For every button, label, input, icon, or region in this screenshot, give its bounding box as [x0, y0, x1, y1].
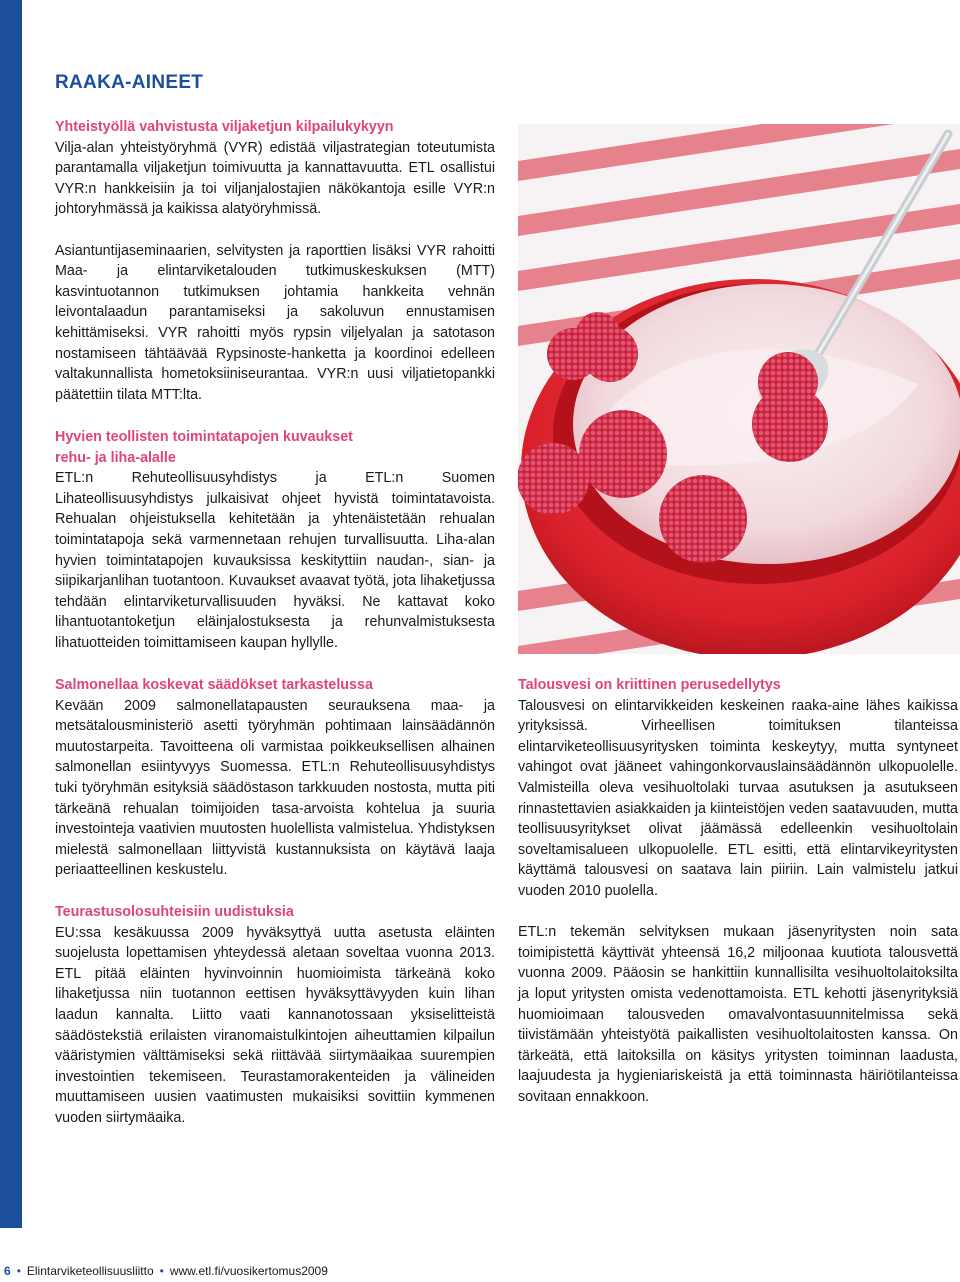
- article-block-salmonella: [55, 675, 495, 881]
- raspberry-yogurt-illustration: [518, 124, 960, 654]
- footer-separator: •: [16, 1264, 21, 1278]
- paragraph-grain-1: Vilja-alan yhteistyöryhmä (VYR) edistää viljastrategian toteutumista parantamalla viljaketjun toimivuutta ja kannattavuutta. ETL osallistui VYR:n hankkeisiin ja toi viljanjalostajien näkökantoja esille VYR:n johtoryhmässä ja kaikissa alatyöryhmissä.: [55, 139, 495, 218]
- heading-salmonella: Salmonellaa koskevat säädökset tarkastelussa: [55, 677, 373, 693]
- paragraph-good-practices: ETL:n Rehuteollisuusyhdistys ja ETL:n Suomen Lihateollisuusyhdistys julkaisivat ohjeet hyvistä toimintatavoista. Rehualan ohjeistuksella kehitetään ja yhtenäistetään rehualan toimintatapoja sekä varmennetaan rehujen turvallisuutta. Liha-alan hyvien toimintatapojen kuvauksissa keskityttiin naudan-, sian- ja siipikarjanlihan tuotantoon. Kuvaukset avaavat työtä, jota lihaketjussa tehdään elintarviketurvallisuuden hyväksi. Ne kattavat koko lihantuotantoketjun eläinjalostuksesta ja rehunvalmistuksesta lihatuotteiden toimittamiseen kaupan hyllylle.: [55, 470, 495, 651]
- section-title: RAAKA-AINEET: [55, 72, 204, 93]
- footer-url[interactable]: www.etl.fi/vuosikertomus2009: [169, 1264, 328, 1278]
- article-block-grain: [55, 117, 495, 405]
- paragraph-salmonella: Kevään 2009 salmonellatapausten seurauksena maa- ja metsätalousministeriö asetti työryhmän pohtimaan lainsäädännön muutostarpeita. Tavoitteena oli varmistaa poikkeuksellisen alhainen salmonellan esiintyvyys Suomessa. ETL:n Rehuteollisuusyhdistys tuki työryhmän esityksiä säädöstason tarkkuuden nostosta, mutta piti tärkeänä rehualan toimijoiden tasa-arvoista kohtelua ja suuria investointeja vaativien muutosten huolellista valmistelua. Yhdistyksen mielestä salmonellaan liittyvistä kustannuksista on käytävä laaja periaatteellinen keskustelu.: [55, 697, 495, 879]
- page-footer: [0, 1264, 328, 1278]
- paragraph-water-2: ETL:n tekemän selvityksen mukaan jäsenyritysten noin sata toimipistettä käyttivät yhteensä 16,2 miljoonaa kuutiota talousvettä vuonna 2009. Pääosin se hankittiin kunnallisilta vesihuoltolaitoksilta ja loput yritysten omista vedenottamoista. ETL kehotti jäsenyrityksiä huomioimaan talousveden omavalvontasuunnitelmissa sekä tiivistämään yhteistyötä paikallisten vesihuoltolaitosten kanssa. On tärkeätä, että laitoksilla on käsitys yritysten toiminnan laadusta, laajuudesta ja hygieniariskeistä ja että toiminnasta häiriötilanteissa sovitaan ennakkoon.: [518, 924, 958, 1105]
- heading-slaughter: Teurastusolosuhteisiin uudistuksia: [55, 904, 294, 920]
- heading-grain-chain: Yhteistyöllä vahvistusta viljaketjun kilpailukykyyn: [55, 119, 394, 135]
- footer-organization: Elintarviketeollisuusliitto: [26, 1264, 154, 1278]
- paragraph-grain-2: Asiantuntijaseminaarien, selvitysten ja raporttien lisäksi VYR rahoitti Maa- ja elintarviketalouden tutkimuskeskuksen (MTT) kasvintuotannon tutkimuksen johtamia hankkeita vehnän leivontalaadun parantamiseksi ja sakoluvun ennustamisen kehittämiseksi. VYR rahoitti myös rypsin viljelyalan ja satotason nostamiseen tähtäävää Rypsinoste-hanketta ja koordinoi edelleen valtakunnallista hometoksiiniseurantaa. VYR:n uusi viljatietopankki päätettiin tilata MTT:lta.: [55, 242, 495, 403]
- article-block-slaughter: [55, 902, 495, 1129]
- paragraph-water-1: Talousvesi on elintarvikkeiden keskeinen raaka-aine lähes kaikissa yrityksissä. Virheellisen toimituksen tilanteissa elintarviketeollisuusyritysken toiminta keskeytyy, mutta syntyneet vahingot ovat jääneet vahingonkorvauslainsäädännön ulkopuolelle. Valmisteilla oleva vesihuoltolaki turvaa asutuksen ja asutukseen rinnastettavien asiakkaiden ja kiinteistöjen veden saatavuuden, mutta teollisuusyritykset olivat jäämässä edelleenkin vesihuoltolain soveltamisalueen ulkopuolelle. ETL esitti, että elintarvikeyritysten käyttämä talousvesi on saatava lain piiriin. Lain valmistelu jatkui vuoden 2010 puolella.: [518, 697, 958, 899]
- heading-good-practices: [55, 427, 495, 468]
- heading-good-practices-line2: rehu- ja liha-alalle: [55, 449, 176, 466]
- article-block-water: [518, 675, 958, 1107]
- article-block-good-practices: [55, 427, 495, 654]
- heading-water: Talousvesi on kriittinen perusedellytys: [518, 677, 781, 693]
- paragraph-slaughter: EU:ssa kesäkuussa 2009 hyväksyttyä uutta asetusta eläinten suojelusta lopettamisen yhteydessä aletaan soveltaa vuonna 2013. ETL pitää eläinten hyvinvoinnin huomioimista tärkeänä koko lihaketjussa niin tuotannon eettisen hyväksyttävyyden kuin lihan laadun kannalta. Liitto vaati kannanotossaan yksiselitteistä säädöstekstiä erilaisten viranomaistulkintojen aiheuttamien kilpailun vääristymien välttämiseksi sekä riittävää siirtymäaikaa suurempien investointien tekemiseen. Teurastamorakenteiden ja välineiden muuttamiseen uusien vaatimusten mukaisiksi sovittiin kymmenen vuoden siirtymäaika.: [55, 924, 495, 1126]
- photo-raspberry-yogurt-bowl: [518, 124, 960, 654]
- footer-separator-2: •: [159, 1264, 164, 1278]
- side-accent-bar: [0, 0, 22, 1228]
- heading-good-practices-line1: Hyvien teollisten toimintatapojen kuvaukset: [55, 429, 353, 445]
- page-number: 6: [4, 1264, 11, 1278]
